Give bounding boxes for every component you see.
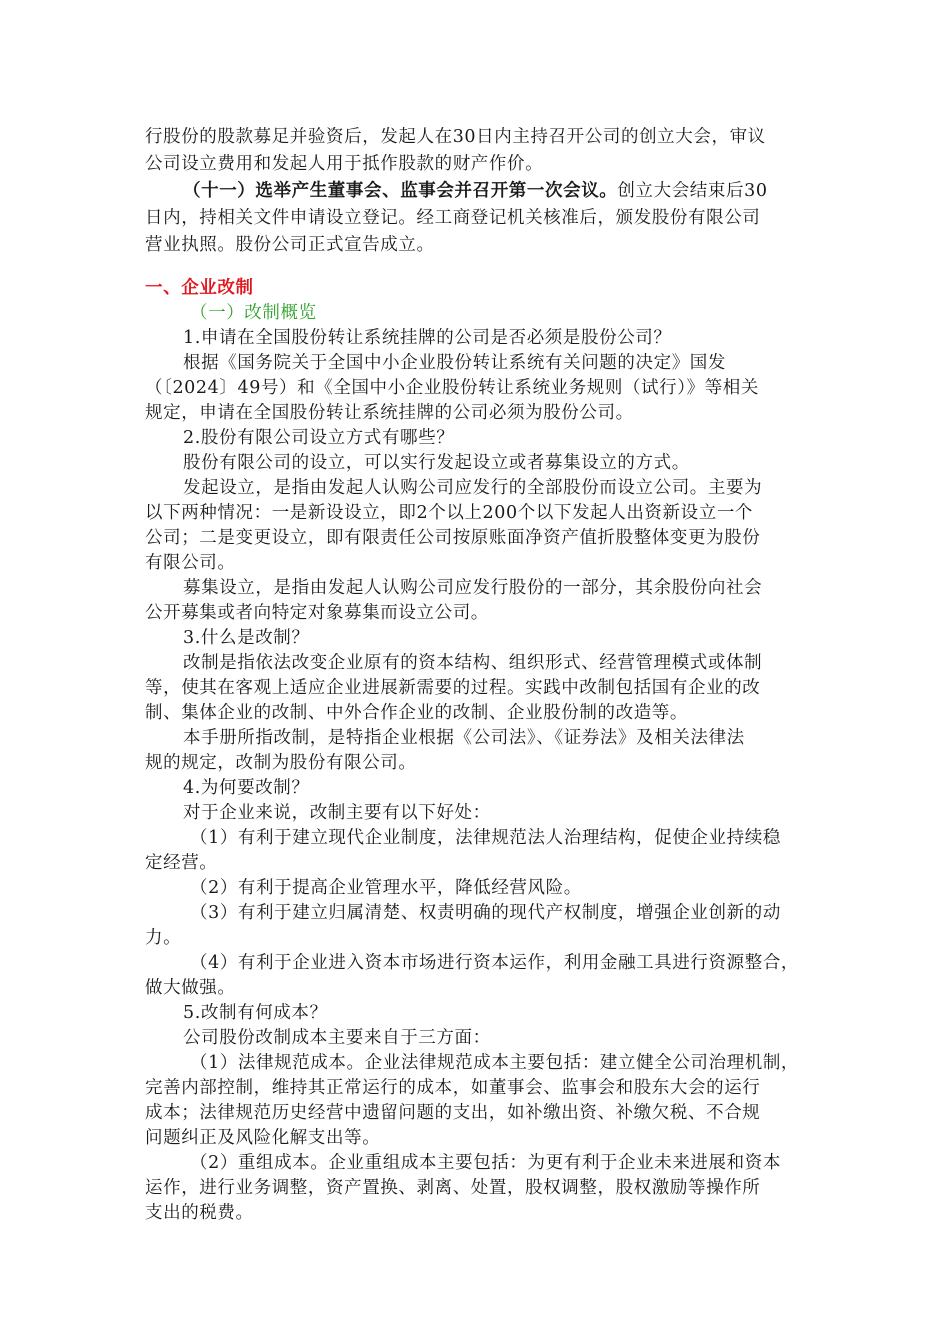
text-line: 以下两种情况：一是新设设立，即2个以上200个以下发起人出资新设立一个	[145, 503, 754, 523]
text-line: 营业执照。股份公司正式宣告成立。	[145, 235, 435, 255]
text-line: 运作，进行业务调整，资产置换、剥离、处置，股权调整，股权激励等操作所	[145, 1178, 761, 1198]
text-line: 规的规定，改制为股份有限公司。	[145, 753, 417, 773]
list-item: （2）重组成本。企业重组成本主要包括：为更有利于企业未来进展和资本	[190, 1153, 781, 1173]
text-line: 问题纠正及风险化解支出等。	[145, 1128, 381, 1148]
list-item: （1）有利于建立现代企业制度，法律规范法人治理结构，促使企业持续稳	[190, 828, 781, 848]
text-line: 改制是指依法改变企业原有的资本结构、组织形式、经营管理模式或体制	[183, 653, 763, 673]
text-line: 日内，持相关文件申请设立登记。经工商登记机关核准后，颁发股份有限公司	[145, 208, 761, 228]
text-line: 公司；二是变更设立，即有限责任公司按原账面净资产值折股整体变更为股份	[145, 528, 761, 548]
list-item: （3）有利于建立归属清楚、权责明确的现代产权制度，增强企业创新的动	[190, 903, 781, 923]
text-line: 公司股份改制成本主要来自于三方面：	[183, 1028, 491, 1048]
subsection-heading: （一）改制概览	[190, 303, 317, 323]
text-line: 股份有限公司的设立，可以实行发起设立或者募集设立的方式。	[183, 453, 690, 473]
step-text: 创立大会结束后30	[617, 181, 768, 201]
text-line: 规定，申请在全国股份转让系统挂牌的公司必须为股份公司。	[145, 403, 634, 423]
paragraph-step-11	[183, 179, 768, 203]
text-line: 公开募集或者向特定对象募集而设立公司。	[145, 603, 489, 623]
text-line: 定经营。	[145, 853, 218, 873]
question-heading: 4.为何要改制？	[183, 778, 310, 798]
text-line: 对于企业来说，改制主要有以下好处：	[183, 803, 491, 823]
text-line: 有限公司。	[145, 553, 236, 573]
text-line: 完善内部控制，维持其正常运行的成本，如董事会、监事会和股东大会的运行	[145, 1078, 761, 1098]
text-line: 本手册所指改制，是特指企业根据《公司法》、《证券法》及相关法律法	[183, 728, 745, 748]
text-line: 做大做强。	[145, 978, 236, 998]
text-line: 支出的税费。	[145, 1203, 254, 1223]
list-item: （1）法律规范成本。企业法律规范成本主要包括：建立健全公司治理机制，	[190, 1053, 800, 1073]
text-line: 募集设立，是指由发起人认购公司应发行股份的一部分，其余股份向社会	[183, 578, 763, 598]
question-heading: 5.改制有何成本？	[183, 1003, 328, 1023]
question-heading: 3.什么是改制？	[183, 628, 310, 648]
text-line: 发起设立，是指由发起人认购公司应发行的全部股份而设立公司。主要为	[183, 478, 763, 498]
text-line: 成本；法律规范历史经营中遗留问题的支出，如补缴出资、补缴欠税、不合规	[145, 1103, 761, 1123]
text-line: 制、集体企业的改制、中外合作企业的改制、企业股份制的改造等。	[145, 703, 688, 723]
list-item: （4）有利于企业进入资本市场进行资本运作，利用金融工具进行资源整合，	[190, 953, 800, 973]
section-heading: 一、企业改制	[145, 278, 254, 298]
text-line: （〔2024〕49号）和《全国中小企业股份转让系统业务规则（试行）》等相关	[145, 378, 760, 398]
text-line: 公司设立费用和发起人用于抵作股款的财产作价。	[145, 154, 544, 174]
step-title: （十一）选举产生董事会、监事会并召开第一次会议。	[183, 181, 618, 201]
text-line: 等，使其在客观上适应企业进展新需要的过程。实践中改制包括国有企业的改	[145, 678, 761, 698]
question-heading: 2.股份有限公司设立方式有哪些？	[183, 428, 455, 448]
list-item: （2）有利于提高企业管理水平，降低经营风险。	[190, 878, 582, 898]
text-line: 力。	[145, 928, 182, 948]
question-heading: 1.申请在全国股份转让系统挂牌的公司是否必须是股份公司？	[183, 328, 672, 348]
text-line: 根据《国务院关于全国中小企业股份转让系统有关问题的决定》国发	[183, 353, 726, 373]
text-line: 行股份的股款募足并验资后，发起人在30日内主持召开公司的创立大会，审议	[145, 127, 766, 147]
